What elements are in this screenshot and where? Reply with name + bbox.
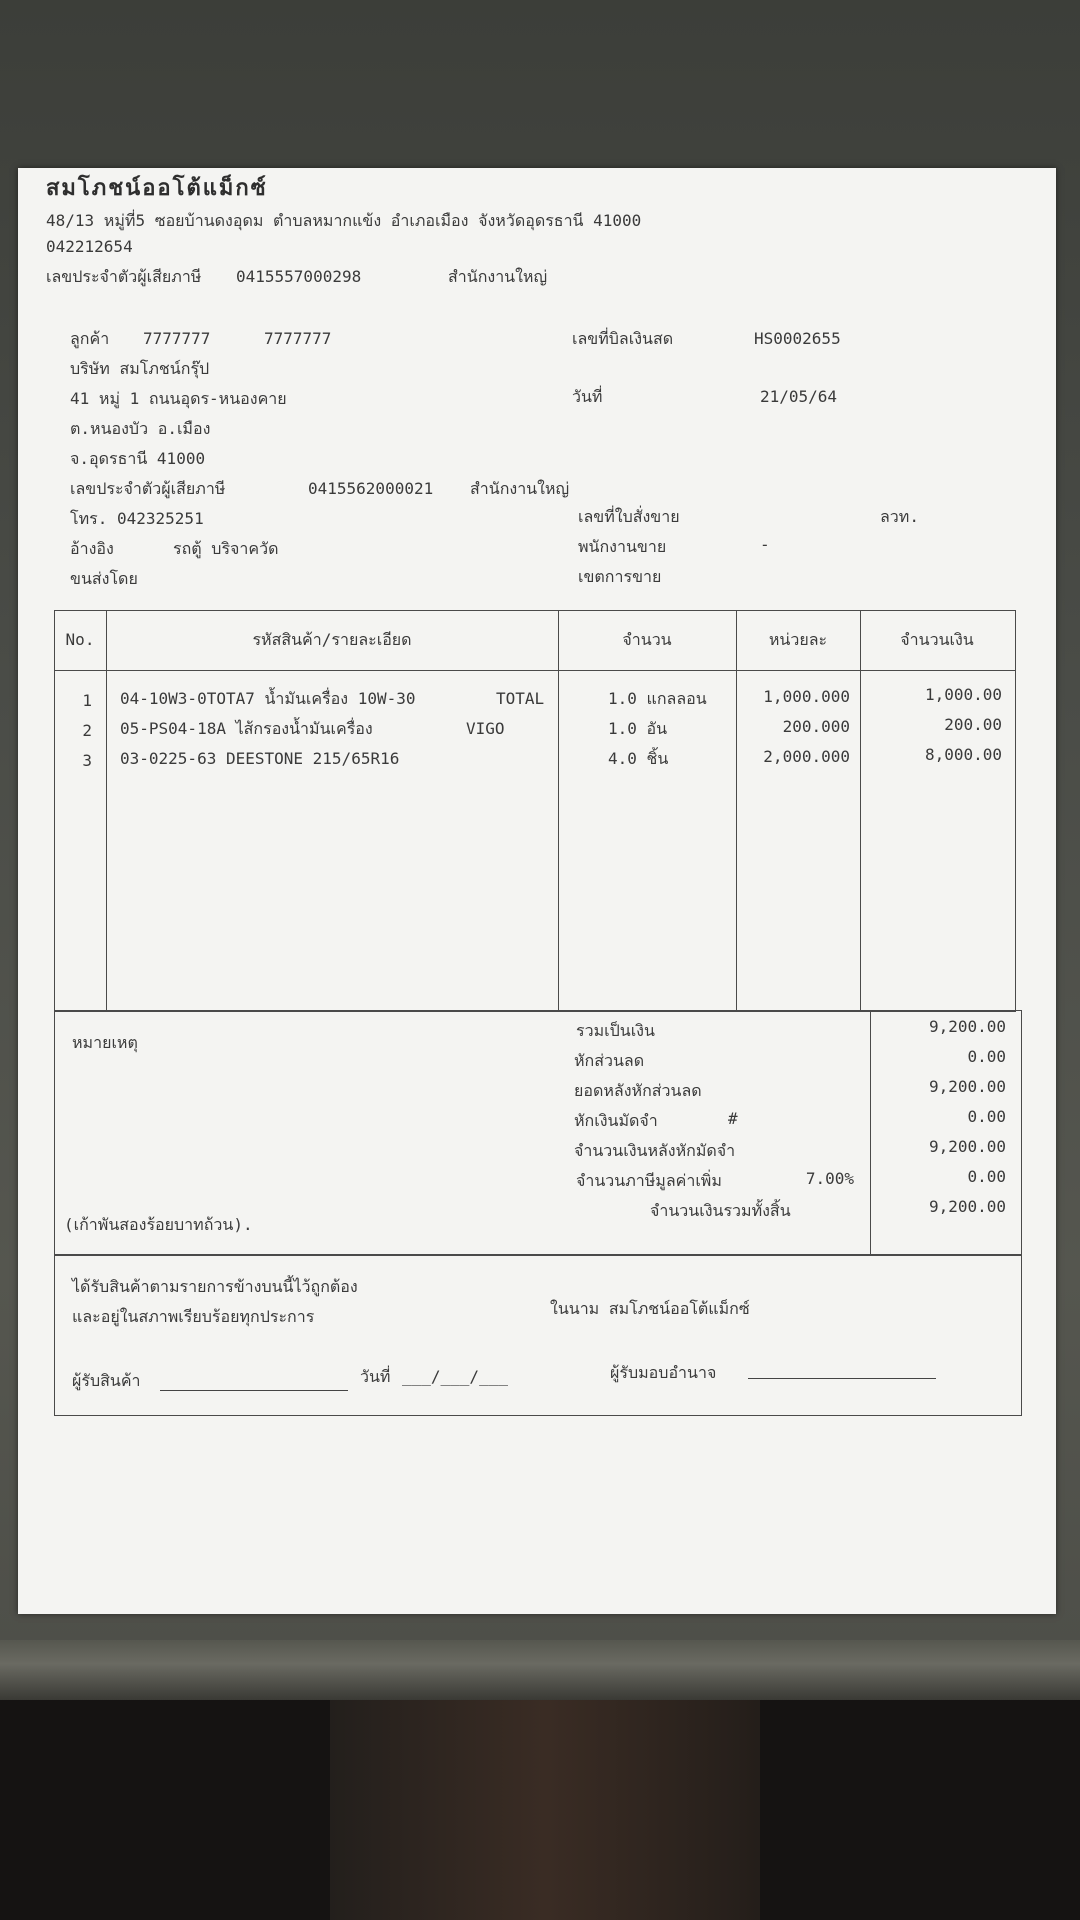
reference-label: อ้างอิง	[70, 539, 114, 558]
vat-value: 0.00	[967, 1167, 1006, 1186]
after-discount-label: ยอดหลังหักส่วนลด	[574, 1081, 702, 1100]
row-3-no: 3	[82, 751, 92, 770]
col-divider	[558, 610, 559, 1012]
subtotal-value: 9,200.00	[928, 1017, 1006, 1036]
company-address: 48/13 หมู่ที่5 ซอยบ้านดงอุดม ตำบลหมากแข้ง อำเภอเมือง จังหวัดอุดรธานี 41000	[46, 211, 642, 230]
received-text-2: และอยู่ในสภาพเรียบร้อยทุกประการ	[72, 1307, 315, 1326]
authorized-label: ผู้รับมอบอำนาจ	[610, 1363, 717, 1382]
bill-date-label: วันที่	[572, 387, 603, 406]
receiver-label: ผู้รับสินค้า	[72, 1371, 141, 1390]
company-tax-label: เลขประจำตัวผู้เสียภาษี	[46, 267, 202, 286]
receipt-paper	[18, 168, 1056, 1614]
deposit-mark: #	[728, 1109, 738, 1128]
customer-code: 7777777	[143, 329, 211, 348]
customer-label: ลูกค้า	[70, 329, 110, 348]
row-2-brand: VIGO	[466, 719, 505, 738]
customer-address-1: 41 หมู่ 1 ถนนอุดร-หนองคาย	[70, 389, 287, 408]
customer-address-2: ต.หนองบัว อ.เมือง	[70, 419, 211, 438]
deposit-value: 0.00	[967, 1107, 1006, 1126]
remark-label: หมายเหตุ	[72, 1033, 138, 1052]
row-2-quantity: 1.0 อัน	[608, 719, 668, 738]
vat-label: จำนวนภาษีมูลค่าเพิ่ม	[576, 1171, 722, 1190]
sales-area-label: เขตการขาย	[578, 567, 662, 586]
receiver-signature-line	[160, 1390, 348, 1391]
col-divider	[106, 610, 107, 1012]
customer-name: บริษัท สมโภชน์กรุ๊ป	[70, 359, 210, 378]
row-1-quantity: 1.0 แกลลอน	[608, 689, 707, 708]
bill-date: 21/05/64	[760, 387, 838, 406]
after-deposit-label: จำนวนเงินหลังหักมัดจำ	[574, 1141, 736, 1160]
bill-number: HS0002655	[754, 329, 841, 348]
row-1-description: 04-10W3-0TOTA7 น้ำมันเครื่อง 10W-30	[120, 689, 416, 708]
authorized-signature-line	[748, 1378, 936, 1379]
shipping-label: ขนส่งโดย	[70, 569, 138, 588]
discount-value: 0.00	[967, 1047, 1006, 1066]
header-unit-price: หน่วยละ	[768, 630, 828, 649]
sales-order-value: ลวท.	[880, 507, 919, 526]
table-header-divider	[54, 670, 1016, 671]
company-branch: สำนักงานใหญ่	[448, 267, 548, 286]
after-deposit-value: 9,200.00	[928, 1137, 1006, 1156]
row-1-no: 1	[82, 691, 92, 710]
glass-edge	[0, 1640, 1080, 1700]
summary-divider	[870, 1010, 871, 1256]
row-1-amount: 1,000.00	[924, 685, 1002, 704]
col-divider	[860, 610, 861, 1012]
row-3-amount: 8,000.00	[924, 745, 1002, 764]
header-amount: จำนวนเงิน	[900, 630, 974, 649]
row-2-description: 05-PS04-18A ไส้กรองน้ำมันเครื่อง	[120, 719, 373, 738]
salesperson-value: -	[760, 535, 770, 554]
sales-order-label: เลขที่ใบสั่งขาย	[578, 507, 680, 526]
received-text-1: ได้รับสินค้าตามรายการข้างบนนี้ไว้ถูกต้อง	[72, 1277, 358, 1296]
row-3-unit-price: 2,000.000	[763, 747, 850, 766]
company-phone: 042212654	[46, 237, 133, 256]
customer-address-3: จ.อุดรธานี 41000	[70, 449, 206, 468]
customer-tax-label: เลขประจำตัวผู้เสียภาษี	[70, 479, 226, 498]
header-quantity: จำนวน	[622, 630, 672, 649]
receive-date-label: วันที่	[360, 1367, 391, 1386]
background-shadow	[330, 1700, 760, 1920]
row-1-brand: TOTAL	[496, 689, 545, 708]
header-no: No.	[65, 630, 95, 649]
after-discount-value: 9,200.00	[928, 1077, 1006, 1096]
row-2-unit-price: 200.000	[782, 717, 850, 736]
row-3-quantity: 4.0 ชิ้น	[608, 749, 669, 768]
receive-date-blank: ___/___/___	[402, 1367, 508, 1386]
row-1-unit-price: 1,000.000	[763, 687, 850, 706]
grand-total-label: จำนวนเงินรวมทั้งสิ้น	[650, 1201, 791, 1220]
subtotal-label: รวมเป็นเงิน	[576, 1021, 655, 1040]
customer-tax-id: 0415562000021	[308, 479, 434, 498]
customer-code-2: 7777777	[264, 329, 332, 348]
deposit-label: หักเงินมัดจำ	[574, 1111, 658, 1130]
row-2-no: 2	[82, 721, 92, 740]
company-name: สมโภชน์ออโต้แม็กซ์	[46, 176, 268, 201]
vat-rate: 7.00%	[805, 1169, 854, 1188]
col-divider	[736, 610, 737, 1012]
amount-in-words: (เก้าพันสองร้อยบาทถ้วน).	[64, 1215, 253, 1234]
background-floor	[0, 1700, 1080, 1920]
row-3-description: 03-0225-63 DEESTONE 215/65R16	[120, 749, 400, 768]
company-tax-id: 0415557000298	[236, 267, 362, 286]
reference-value: รถตู้ บริจาควัด	[173, 539, 279, 558]
customer-branch: สำนักงานใหญ่	[470, 479, 570, 498]
bill-number-label: เลขที่บิลเงินสด	[572, 329, 674, 348]
row-2-amount: 200.00	[944, 715, 1002, 734]
salesperson-label: พนักงานขาย	[578, 537, 667, 556]
on-behalf-text: ในนาม สมโภชน์ออโต้แม็กซ์	[550, 1299, 750, 1318]
grand-total-value: 9,200.00	[928, 1197, 1006, 1216]
discount-label: หักส่วนลด	[574, 1051, 645, 1070]
header-description: รหัสสินค้า/รายละเอียด	[252, 630, 412, 649]
customer-phone: โทร. 042325251	[70, 509, 204, 528]
